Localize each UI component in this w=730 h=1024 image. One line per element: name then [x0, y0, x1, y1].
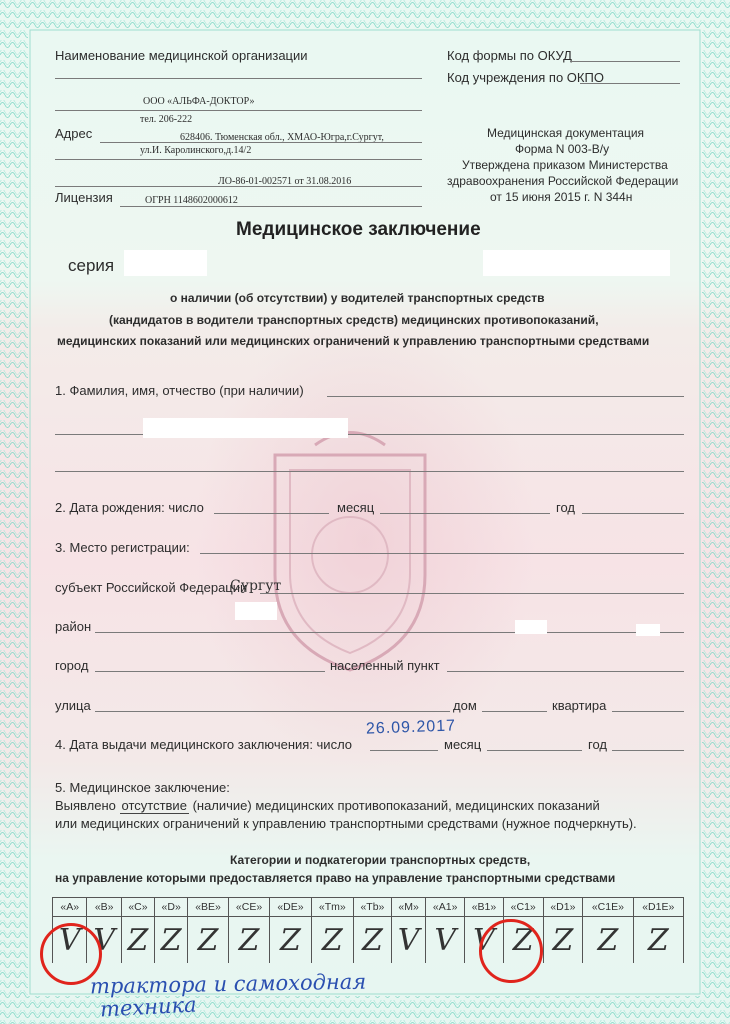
- field-line: [380, 513, 550, 514]
- series-label: серия: [68, 256, 115, 275]
- house-label: дом: [453, 698, 477, 713]
- okpo-label: Код учреждения по ОКПО: [447, 70, 604, 85]
- field-line: [260, 593, 684, 594]
- divider: [100, 142, 422, 143]
- address-label: Адрес: [55, 126, 93, 141]
- category-mark: V: [465, 917, 504, 964]
- ogrn-value: ОГРН 1148602000612: [145, 195, 238, 206]
- category-mark: Z: [583, 917, 633, 964]
- divider: [55, 78, 422, 79]
- license-label: Лицензия: [55, 190, 113, 205]
- divider: [55, 186, 422, 187]
- dob-label: 2. Дата рождения: число: [55, 500, 204, 515]
- category-cell: «B»: [87, 898, 121, 917]
- city-label: город: [55, 658, 89, 673]
- category-mark: Z: [353, 917, 391, 964]
- address-line2: ул.И. Каролинского,д.14/2: [140, 145, 252, 156]
- phone-value: тел. 206-222: [140, 114, 193, 125]
- category-mark: V: [426, 917, 465, 964]
- field-line: [370, 750, 438, 751]
- redacted-district: [515, 620, 547, 634]
- issue-month-label: месяц: [444, 737, 482, 752]
- district-label: район: [55, 619, 92, 634]
- field-line: [55, 471, 684, 472]
- okud-line: [570, 61, 680, 62]
- conclusion-pre: Выявлено: [55, 798, 116, 813]
- dob-year-label: год: [556, 500, 575, 515]
- approval-line4: здравоохранения Российской Федерации: [447, 174, 679, 188]
- categories-title1: Категории и подкатегории транспортных средств,: [230, 853, 531, 867]
- subtitle-line3: медицинских показаний или медицинских ограничений к управлению транспортными средствами: [57, 334, 650, 348]
- subtitle-line2: (кандидатов в водители транспортных средств) медицинских противопоказаний,: [109, 313, 599, 327]
- categories-table: [52, 897, 684, 963]
- divider: [55, 110, 422, 111]
- approval-line3: Утверждена приказом Министерства: [462, 158, 668, 172]
- category-mark: Z: [633, 917, 683, 964]
- conclusion-line1: [55, 798, 600, 813]
- category-cell: «Tb»: [353, 898, 391, 917]
- category-cell: «M»: [391, 898, 425, 917]
- address-line1: 628406. Тюменская обл., ХМАО-Югра,г.Сургут,: [180, 132, 384, 143]
- category-cell: «D1E»: [633, 898, 683, 917]
- divider: [120, 206, 422, 207]
- category-mark: Z: [228, 917, 269, 964]
- approval-line2: Форма N 003-В/у: [515, 142, 610, 156]
- issue-date-label: 4. Дата выдачи медицинского заключения: число: [55, 737, 353, 752]
- field-line: [95, 632, 684, 633]
- category-cell: «A1»: [426, 898, 465, 917]
- okud-label: Код формы по ОКУД: [447, 48, 572, 63]
- dob-month-label: месяц: [337, 500, 375, 515]
- category-cell: «B1»: [465, 898, 504, 917]
- category-cell: «CE»: [228, 898, 269, 917]
- categories-mark-row: [53, 917, 684, 964]
- registration-label: 3. Место регистрации:: [55, 540, 190, 555]
- subject-label: субъект Российской Федерации: [55, 580, 248, 595]
- city-handwritten: Сургут: [230, 578, 282, 594]
- category-mark: V: [391, 917, 425, 964]
- category-cell: «DE»: [270, 898, 311, 917]
- field-line: [214, 513, 329, 514]
- category-mark: Z: [270, 917, 311, 964]
- category-mark: Z: [188, 917, 229, 964]
- field-line: [447, 671, 684, 672]
- category-cell: «D1»: [543, 898, 583, 917]
- conclusion-post: (наличие) медицинских противопоказаний, медицинских показаний: [192, 798, 600, 813]
- field-line: [612, 750, 684, 751]
- category-cell: «C1E»: [583, 898, 633, 917]
- conclusion-line2: или медицинских ограничений к управлению транспортными средствами (нужное подчеркнуть).: [55, 816, 637, 831]
- redacted-district-2: [636, 624, 660, 636]
- categories-header-row: [53, 898, 684, 917]
- redacted-number: [483, 250, 670, 276]
- settlement-label: населенный пункт: [330, 658, 440, 673]
- issue-date-stamp: 26.09.2017: [365, 717, 457, 738]
- category-mark: Z: [121, 917, 154, 964]
- category-mark: Z: [155, 917, 188, 964]
- org-name-value: ООО «АЛЬФА-ДОКТОР»: [143, 96, 255, 107]
- category-mark: Z: [543, 917, 583, 964]
- field-line: [482, 711, 547, 712]
- category-mark: Z: [503, 917, 543, 964]
- field-line: [612, 711, 684, 712]
- redacted-fio: [143, 418, 348, 438]
- category-cell: «D»: [155, 898, 188, 917]
- red-circle-b1: [479, 919, 543, 983]
- handwritten-note-line2: техника: [99, 992, 198, 1022]
- approval-line5: от 15 июня 2015 г. N 344н: [490, 190, 633, 204]
- category-cell: «A»: [53, 898, 87, 917]
- category-cell: «BE»: [188, 898, 229, 917]
- conclusion-underlined: отсутствие: [121, 798, 187, 813]
- document-title: Медицинское заключение: [236, 219, 481, 240]
- field-line: [327, 396, 684, 397]
- license-value: ЛО-86-01-002571 от 31.08.2016: [218, 176, 352, 187]
- category-cell: «C1»: [503, 898, 543, 917]
- category-mark: V: [87, 917, 121, 964]
- approval-line1: Медицинская документация: [487, 126, 645, 140]
- redacted-subject: [235, 602, 277, 620]
- category-mark: V: [53, 917, 87, 964]
- subtitle-line1: о наличии (об отсутствии) у водителей транспортных средств: [170, 291, 545, 305]
- field-line: [582, 513, 684, 514]
- categories-title2: на управление которыми предоставляется право на управление транспортными средствами: [55, 871, 616, 885]
- field-line: [95, 671, 325, 672]
- issue-year-label: год: [588, 737, 607, 752]
- okpo-line: [580, 83, 680, 84]
- org-name-label: Наименование медицинской организации: [55, 48, 308, 63]
- field-line: [487, 750, 582, 751]
- field-line: [95, 711, 450, 712]
- conclusion-heading: 5. Медицинское заключение:: [55, 780, 230, 795]
- field-line: [200, 553, 684, 554]
- flat-label: квартира: [552, 698, 607, 713]
- street-label: улица: [55, 698, 91, 713]
- category-cell: «C»: [121, 898, 154, 917]
- redacted-series: [124, 250, 207, 276]
- emblem-watermark: [255, 425, 445, 675]
- category-cell: «Tm»: [311, 898, 353, 917]
- category-mark: Z: [311, 917, 353, 964]
- fio-label: 1. Фамилия, имя, отчество (при наличии): [55, 383, 304, 398]
- divider: [55, 159, 422, 160]
- handwritten-note-line1: трактора и самоходная: [89, 969, 367, 999]
